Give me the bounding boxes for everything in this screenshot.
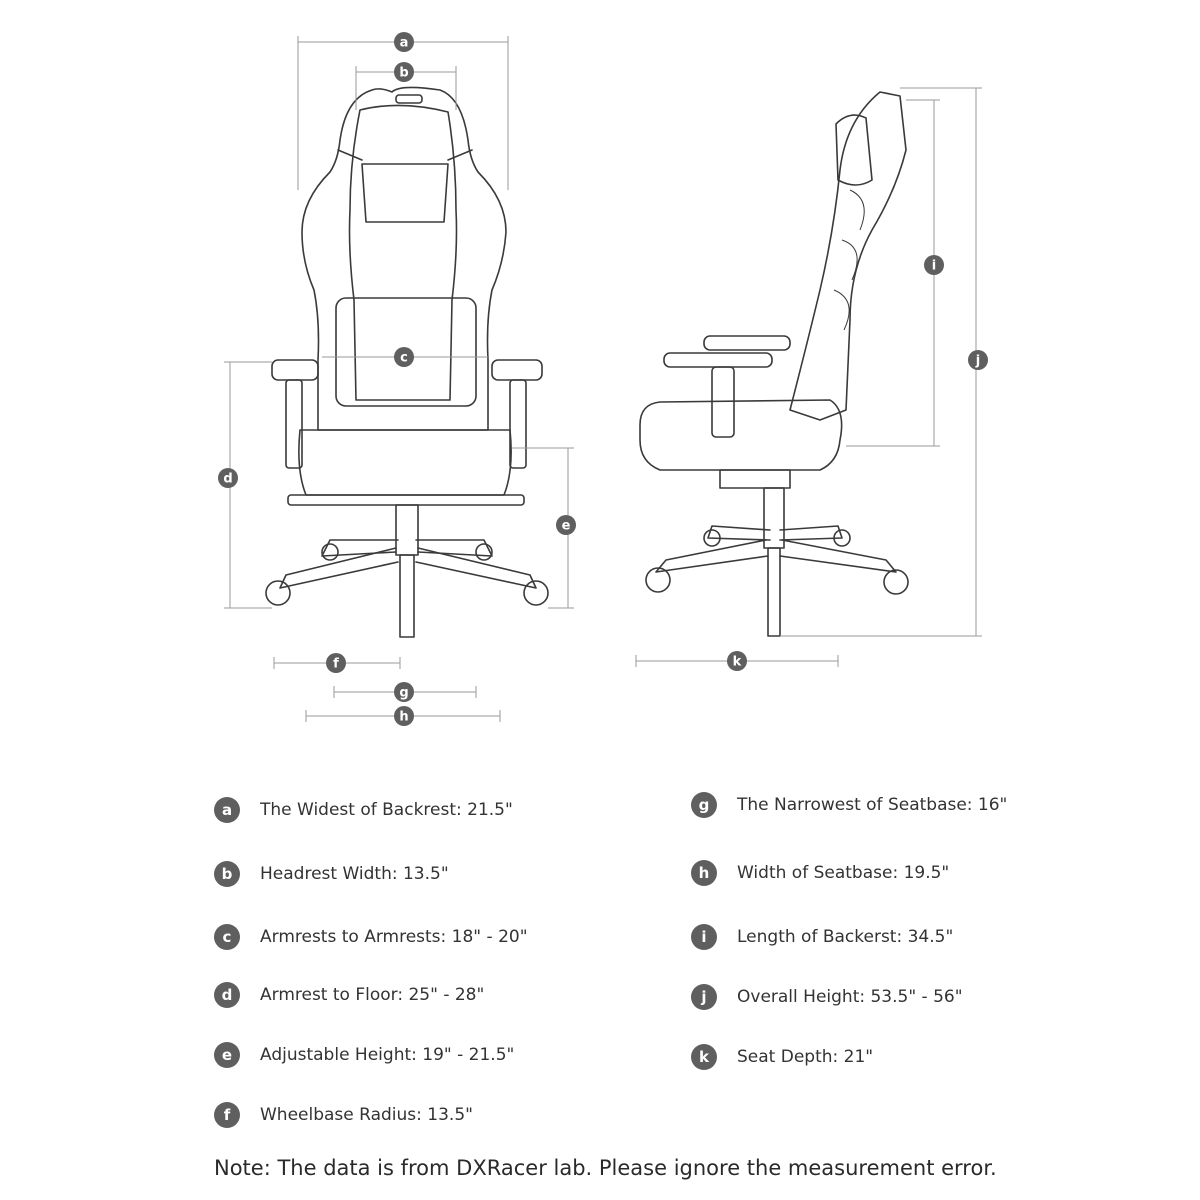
legend-item-f xyxy=(214,1100,473,1130)
legend-item-i xyxy=(691,922,953,952)
legend-item-e xyxy=(214,1040,514,1070)
side-base-left xyxy=(656,540,768,572)
marker-f-text: f xyxy=(333,656,339,672)
star-base-back-right xyxy=(416,540,492,556)
marker-c xyxy=(394,347,414,367)
legend-label-e: Adjustable Height: 19" - 21.5" xyxy=(260,1045,515,1065)
legend-item-k xyxy=(691,1042,873,1072)
legend-item-g xyxy=(691,790,1007,820)
marker-b-text: b xyxy=(399,65,409,81)
side-backrest xyxy=(790,92,906,420)
marker-d xyxy=(218,468,238,488)
side-armrest-pad-front xyxy=(664,353,772,367)
measurement-note: Note: The data is from DXRacer lab. Please ignore the measurement error. xyxy=(214,1156,997,1180)
marker-c-text: c xyxy=(400,350,408,366)
legend-badge-f: f xyxy=(214,1102,240,1128)
caster-front-right xyxy=(524,581,548,605)
legend-badge-i: i xyxy=(691,924,717,950)
side-gas-lift xyxy=(764,488,784,548)
marker-a-text: a xyxy=(399,35,409,51)
side-mechanism xyxy=(720,470,790,488)
legend-label-k: Seat Depth: 21" xyxy=(737,1047,874,1067)
legend-badge-b: b xyxy=(214,861,240,887)
legend-label-f: Wheelbase Radius: 13.5" xyxy=(260,1105,473,1125)
gas-lift-lower xyxy=(400,555,414,637)
marker-i-text: i xyxy=(931,258,937,274)
legend-item-a xyxy=(214,795,513,825)
star-base-left xyxy=(280,548,398,588)
legend-label-j: Overall Height: 53.5" - 56" xyxy=(737,987,963,1007)
legend-badge-j: j xyxy=(691,984,717,1010)
armrest-left-pad xyxy=(272,360,318,380)
marker-e xyxy=(556,515,576,535)
headrest-cushion xyxy=(362,164,448,222)
marker-h-text: h xyxy=(399,709,409,725)
legend-item-c xyxy=(214,922,528,952)
legend-badge-a: a xyxy=(214,797,240,823)
marker-e-text: e xyxy=(561,518,571,534)
legend-label-a: The Widest of Backrest: 21.5" xyxy=(260,800,513,820)
seat-cushion xyxy=(299,430,511,495)
legend-label-g: The Narrowest of Seatbase: 16" xyxy=(737,795,1008,815)
marker-k-text: k xyxy=(732,654,742,670)
marker-j-text: j xyxy=(975,353,981,369)
legend-badge-g: g xyxy=(691,792,717,818)
legend-badge-k: k xyxy=(691,1044,717,1070)
legend-badge-d: d xyxy=(214,982,240,1008)
caster-front-left xyxy=(266,581,290,605)
legend-badge-h: h xyxy=(691,860,717,886)
legend-label-c: Armrests to Armrests: 18" - 20" xyxy=(260,927,528,947)
armrest-right-post xyxy=(510,380,526,468)
marker-a xyxy=(394,32,414,52)
side-caster-right xyxy=(884,570,908,594)
legend-label-b: Headrest Width: 13.5" xyxy=(260,864,449,884)
marker-f xyxy=(326,653,346,673)
side-armrest-pad-back xyxy=(704,336,790,350)
seat-base xyxy=(288,495,524,505)
marker-g xyxy=(394,682,414,702)
side-base-back2 xyxy=(780,526,842,540)
strap-right xyxy=(448,150,472,160)
legend-item-h xyxy=(691,858,949,888)
side-gas-lift-lower xyxy=(768,548,780,636)
marker-g-text: g xyxy=(399,685,409,701)
legend-item-j xyxy=(691,982,963,1012)
headrest-handle xyxy=(396,95,422,103)
legend-badge-e: e xyxy=(214,1042,240,1068)
marker-b xyxy=(394,62,414,82)
legend-label-d: Armrest to Floor: 25" - 28" xyxy=(260,985,485,1005)
marker-d-text: d xyxy=(223,471,233,487)
side-headrest xyxy=(836,115,872,185)
marker-j xyxy=(968,350,988,370)
marker-h xyxy=(394,706,414,726)
star-base-back-left xyxy=(322,540,398,556)
marker-i xyxy=(924,255,944,275)
legend-label-h: Width of Seatbase: 19.5" xyxy=(737,863,950,883)
strap-left xyxy=(338,150,362,160)
legend-item-d xyxy=(214,980,484,1010)
legend-label-i: Length of Backerst: 34.5" xyxy=(737,927,954,947)
legend-item-b xyxy=(214,859,449,889)
armrest-right-pad xyxy=(492,360,542,380)
gas-lift xyxy=(396,505,418,555)
legend-badge-c: c xyxy=(214,924,240,950)
side-view-chair xyxy=(640,92,908,636)
side-seat xyxy=(640,400,842,470)
marker-k xyxy=(727,651,747,671)
